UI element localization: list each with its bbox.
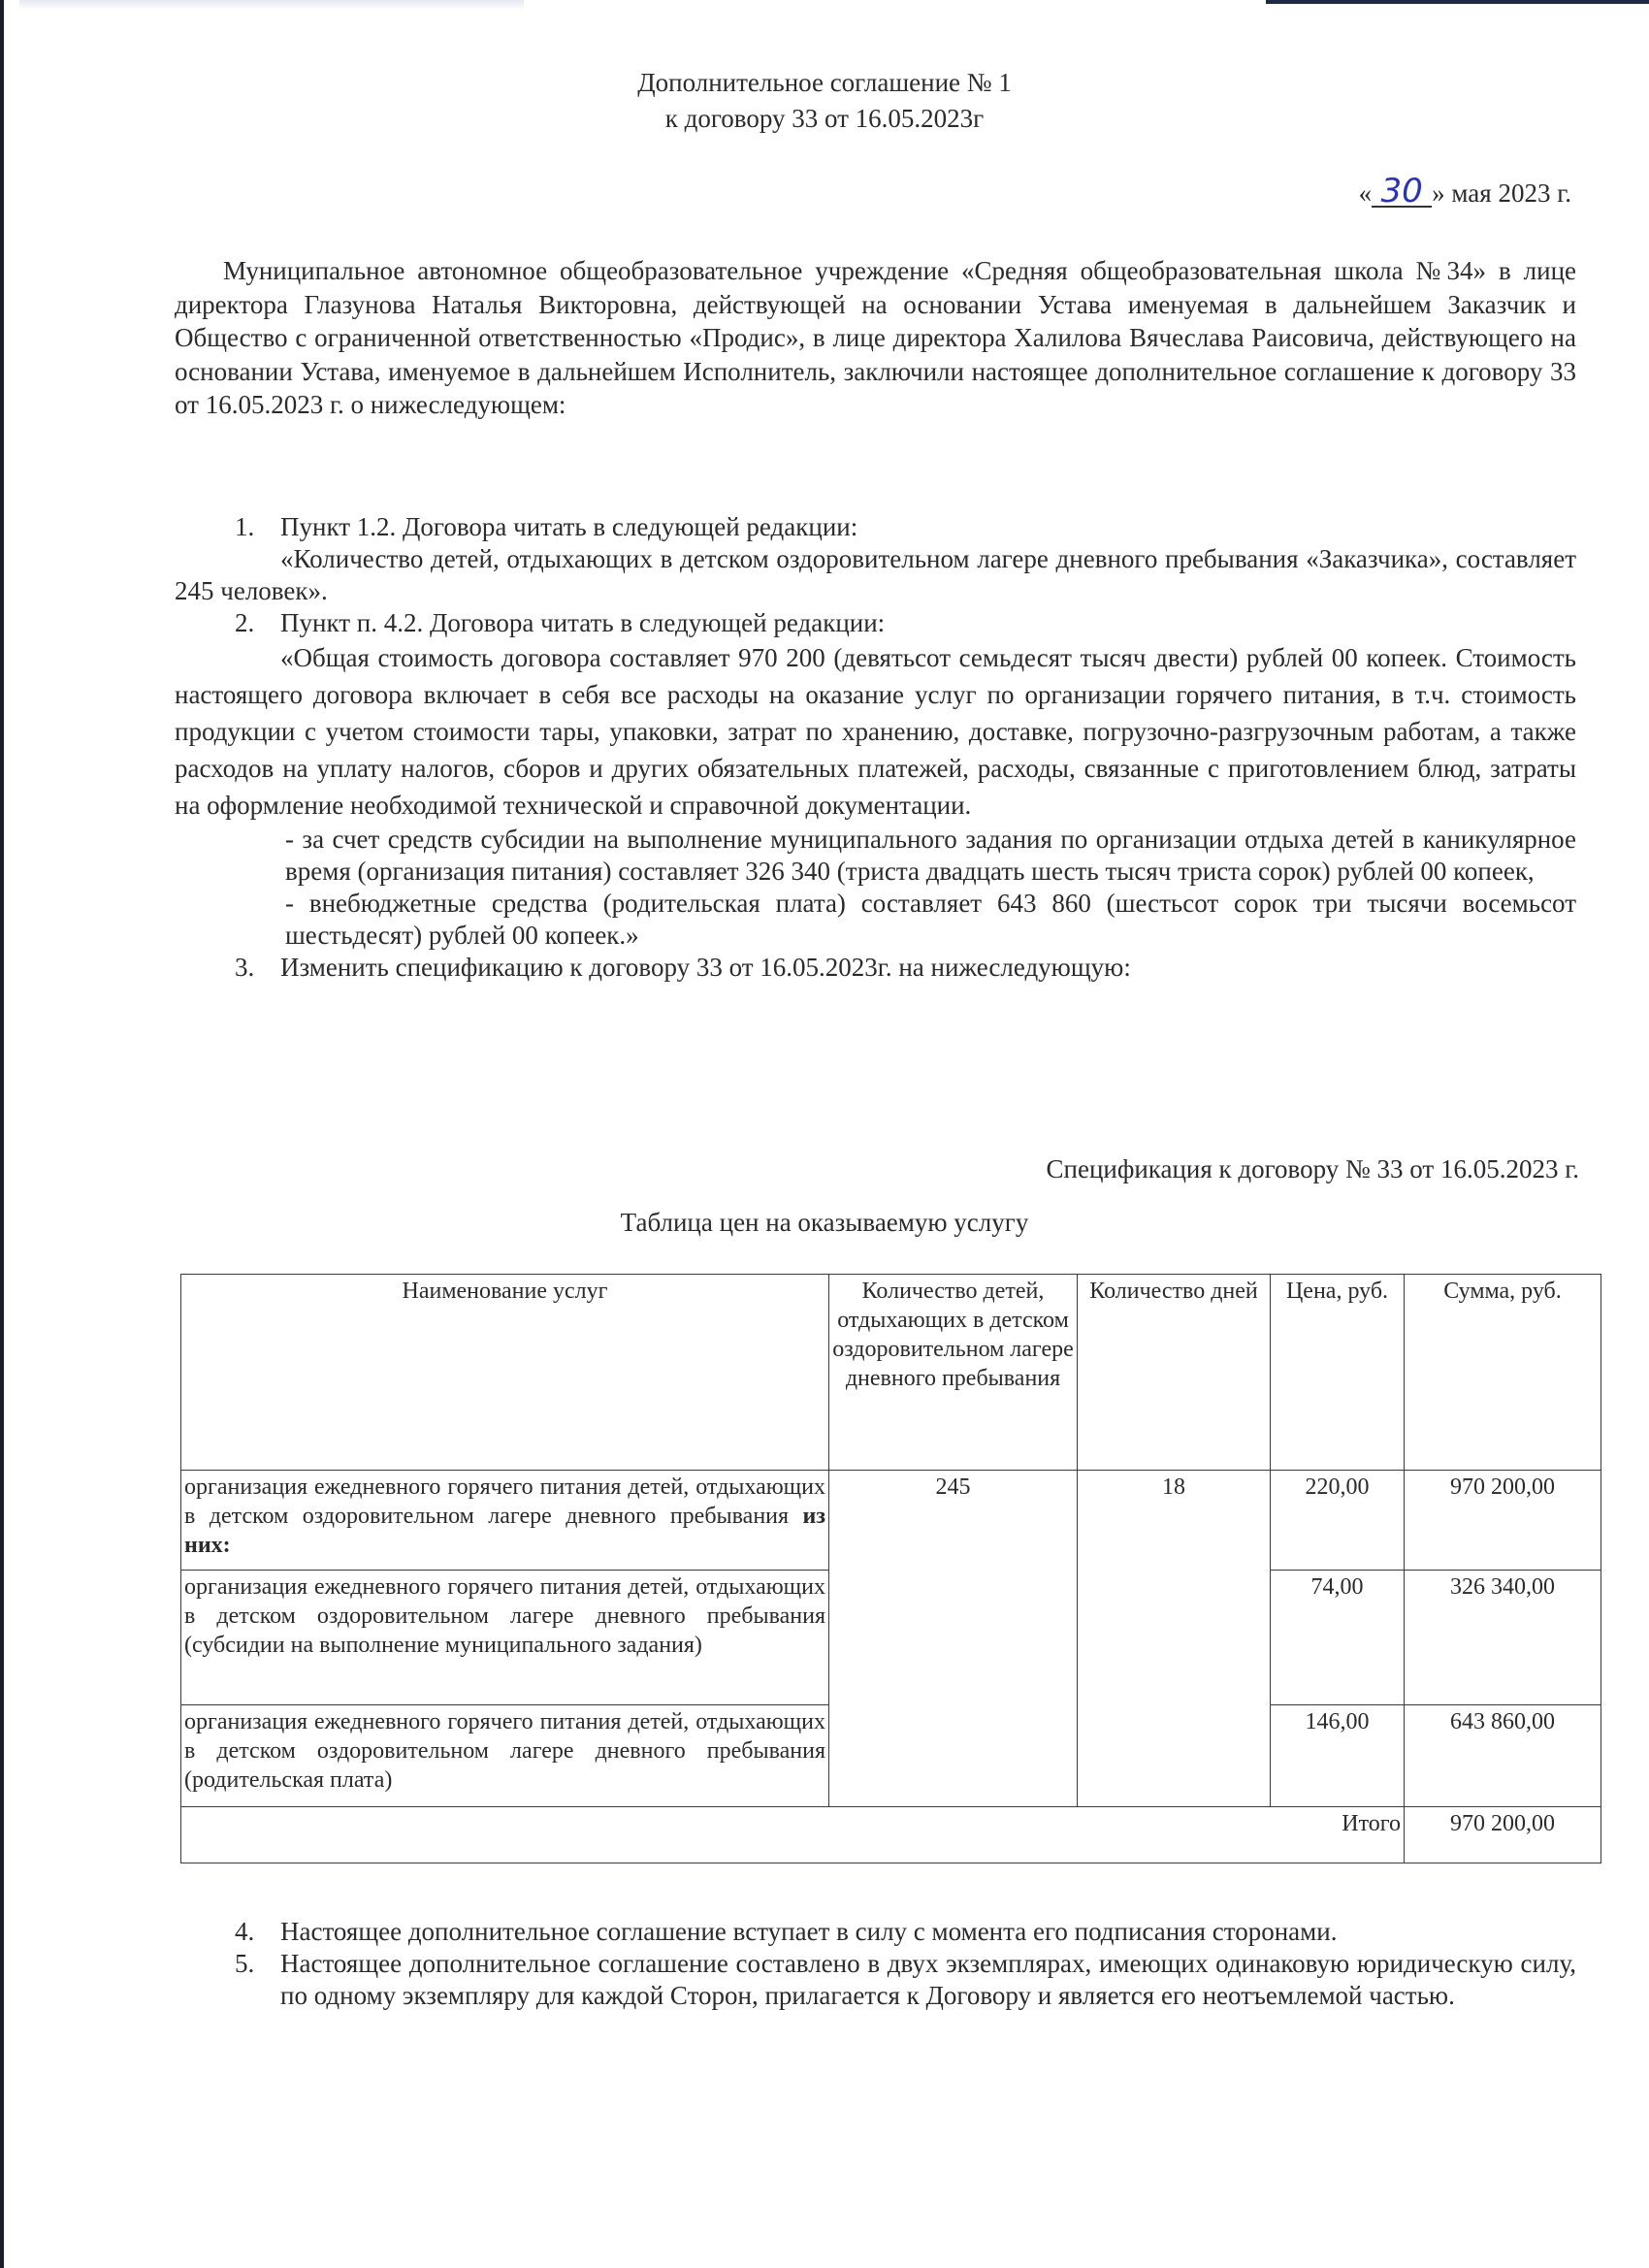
- col-header-service: Наименование услуг: [181, 1275, 829, 1471]
- service-name-text: организация ежедневного горячего питания детей, отдыхающих в детском оздоровительном лагере дневного пребывания: [184, 1474, 825, 1529]
- price-cell: 146,00: [1271, 1705, 1405, 1807]
- sum-cell: 970 200,00: [1405, 1471, 1601, 1571]
- service-name: организация ежедневного горячего питания детей, отдыхающих в детском оздоровительном лагере дневного пребывания (родительская плата): [181, 1705, 829, 1807]
- list-item-4: [175, 1916, 1576, 1948]
- preamble-paragraph: Муниципальное автономное общеобразовательное учреждение «Средняя общеобразовательная школа №34» в лице директора Глазунова Наталья Викторовна, действующей на основании Устава именуемая в дальнейшем Заказчик и Общество с ограниченной ответственностью «Продис», в лице директора Халилова Вячеслава Раисовича, действующего на основании Устава, именуемое в дальнейшем Исполнитель, заключили настоящее дополнительное соглашение к договору 33 от 16.05.2023 г. о нижеследующем:: [175, 256, 1576, 419]
- price-table-title: Таблица цен на оказываемую услугу: [620, 1208, 1029, 1237]
- service-name: [181, 1471, 829, 1571]
- item-text: Настоящее дополнительное соглашение составлено в двух экземплярах, имеющих одинаковую юридическую силу, по одному экземпляру для каждой Сторон, прилагается к Договору и является его неотъемлемой частью.: [280, 1949, 1576, 2010]
- document-title: Дополнительное соглашение № 1: [637, 68, 1012, 97]
- item-body: «Количество детей, отдыхающих в детском оздоровительном лагере дневного пребывания «Заказчика», составляет 245 человек».: [175, 544, 1576, 605]
- item-heading: Пункт 1.2. Договора читать в следующей редакции:: [280, 512, 858, 541]
- children-count: 245: [829, 1471, 1078, 1807]
- scan-artifact: [19, 0, 524, 10]
- service-name: организация ежедневного горячего питания детей, отдыхающих в детском оздоровительном лагере дневного пребывания (субсидии на выполнение муниципального задания): [181, 1571, 829, 1705]
- amendment-list: [175, 511, 1576, 984]
- col-header-sum: Сумма, руб.: [1405, 1275, 1601, 1471]
- item-heading: Пункт п. 4.2. Договора читать в следующей редакции:: [280, 608, 886, 637]
- days-count: 18: [1078, 1471, 1271, 1807]
- handwritten-day: 30: [1372, 177, 1432, 208]
- total-label: Итого: [181, 1807, 1405, 1863]
- col-header-children: Количество детей, отдыхающих в детском оздоровительном лагере дневного пребывания: [829, 1275, 1078, 1471]
- list-item-1: [175, 511, 1576, 543]
- date-open-quote: «: [1358, 178, 1373, 208]
- item-body: «Общая стоимость договора составляет 970 200 (девятьсот семьдесят тысяч двести) рублей 00 копеек. Стоимость настоящего договора включает в себя все расходы на оказание услуг по организации горячего питания, в т.ч. стоимость продукции с учетом стоимости тары, упаковки, затрат по хранению, доставке, погрузочно-разгрузочным работам, а также расходов на уплату налогов, сборов и других обязательных платежей, расходы, связанные с приготовлением блюд, затраты на оформление необходимой технической и справочной документации.: [175, 643, 1576, 820]
- price-table: [180, 1274, 1601, 1863]
- list-item-3: [175, 952, 1576, 984]
- scan-edge-top: [1266, 0, 1649, 4]
- sub-item-subsidy: - за счет средств субсидии на выполнение муниципального задания по организации отдыха детей в каникулярное время (организация питания) составляет 326 340 (триста двадцать шесть тысяч триста сорок) рублей 00 копеек,: [285, 825, 1576, 886]
- item-number: 3.: [235, 953, 255, 982]
- list-item-5: [175, 1948, 1576, 2012]
- col-header-price: Цена, руб.: [1271, 1275, 1405, 1471]
- list-item-2: [175, 607, 1576, 639]
- sum-cell: 643 860,00: [1405, 1705, 1601, 1807]
- total-value: 970 200,00: [1405, 1807, 1601, 1863]
- date-month-year: » мая 2023 г.: [1432, 178, 1571, 208]
- item-heading: Изменить спецификацию к договору 33 от 16.05.2023г. на нижеследующую:: [280, 953, 1131, 982]
- specification-title: Спецификация к договору № 33 от 16.05.2023 г.: [1046, 1154, 1579, 1183]
- sub-item-parent-fee: - внебюджетные средства (родительская плата) составляет 643 860 (шестьсот сорок три тысячи восемьсот шестьдесят) рублей 00 копеек.»: [285, 889, 1576, 950]
- document-subtitle: к договору 33 от 16.05.2023г: [664, 104, 985, 133]
- price-cell: 220,00: [1271, 1471, 1405, 1571]
- service-name-bold: из них:: [184, 1504, 825, 1558]
- item-number: 4.: [235, 1917, 255, 1946]
- closing-list: [175, 1916, 1576, 2012]
- total-row: [181, 1807, 1601, 1863]
- item-number: 2.: [235, 608, 255, 637]
- table-row: [181, 1471, 1601, 1571]
- sum-cell: 326 340,00: [1405, 1571, 1601, 1705]
- price-cell: 74,00: [1271, 1571, 1405, 1705]
- document-date: [1358, 172, 1571, 211]
- scan-edge: [0, 0, 4, 2268]
- item-number: 1.: [235, 512, 255, 541]
- item-number: 5.: [235, 1949, 255, 1978]
- col-header-days: Количество дней: [1078, 1275, 1271, 1471]
- table-header-row: [181, 1275, 1601, 1471]
- item-text: Настоящее дополнительное соглашение вступает в силу с момента его подписания сторонами.: [280, 1917, 1338, 1946]
